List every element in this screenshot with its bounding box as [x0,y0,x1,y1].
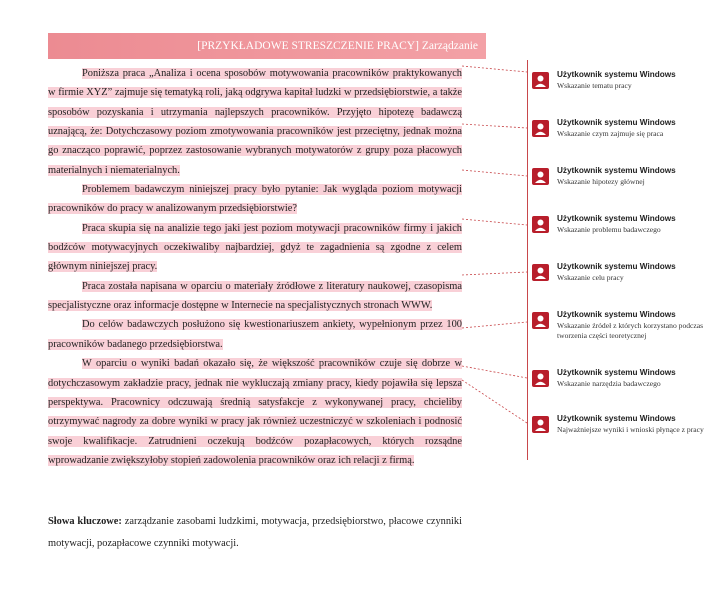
comments-pane [527,60,722,460]
connector-line [462,272,527,275]
comment[interactable] [532,114,722,144]
comment-author: Użytkownik systemu Windows [557,262,676,271]
comment-text: Wskazanie narzędzia badawczego [557,379,661,388]
header-title: [PRZYKŁADOWE STRESZCZENIE PRACY] Zarządzanie [197,40,478,52]
paragraph-problem[interactable] [48,180,462,219]
paragraph-text: W oparciu o wyniki badań okazało się, że większość pracowników czuje się dobrze w dotychczasowym zakładzie pracy, jednak nie wykluczają zmiany pracy, kiedy pojawiła się lepsza perspektywa. Pracownicy odczuwają średnią satysfakcje z wykonywanej pracy, chcieliby otrzymywać nagrody za dobre wyniki w pracy jak również uczestniczyć w szkoleniach i podnosić swoje kwalifikacje. Zatrudnieni oczekują bodźców pozapłacowych, których rozsądne wprowadzanie zwiększyłoby stopień zadowolenia pracowników oraz ich relacji z firmą. [48,358,462,466]
comment-author: Użytkownik systemu Windows [557,214,676,223]
connector-line [462,124,527,128]
paragraph-text: Poniższa praca „Analiza i ocena sposobów motywowania pracowników praktykowanych w firmie XYZ” zajmuje się tematyką roli, jaką odgrywa kapitał ludzki w przedsiębiorstwie, a także sposobów pozyskania i utrzymania najlepszych pracowników. Przyjęto hipotezę badawczą uznającą, że: Dotychczasowy poziom zmotywowania pracowników jest przeciętny, jednak można go znacząco poprawić, poprzez zastosowanie wybranych motywatorów z grupy poza płacowych materialnych i niematerialnych. [48,68,462,176]
paragraph-results[interactable] [48,354,462,470]
paragraph-goal[interactable] [48,219,462,277]
user-avatar-icon [532,216,549,233]
paragraph-text: Problemem badawczym niniejszej pracy było pytanie: Jak wygląda poziom motywacji pracowników do pracy w analizowanym przedsiębiorstwie? [48,184,462,215]
comment-text: Najważniejsze wyniki i wnioski płynące z pracy [557,425,704,434]
comment-text: Wskazanie tematu pracy [557,81,632,90]
comment-author: Użytkownik systemu Windows [557,118,676,127]
keywords-label: Słowa kluczowe: [48,516,122,527]
paragraph-sources[interactable] [48,277,462,316]
keywords-paragraph[interactable] [48,511,462,555]
paragraph-text: Praca skupia się na analizie tego jaki jest poziom motywacji pracowników firmy i jakich bodźców motywacyjnych oczekiwaliby najbardziej, gdyż te zagadnienia są zgodne z celem głównym niniejszej pracy. [48,222,462,273]
user-avatar-icon [532,72,549,89]
comment[interactable] [532,210,722,240]
user-avatar-icon [532,312,549,329]
user-avatar-icon [532,416,549,433]
user-avatar-icon [532,120,549,137]
comment[interactable] [532,306,722,346]
connector-line [462,66,527,72]
comment-author: Użytkownik systemu Windows [557,310,676,319]
connector-line [462,170,527,176]
connector-line [462,219,527,225]
comment-author: Użytkownik systemu Windows [557,166,676,175]
document-body[interactable] [48,64,462,470]
comment-text: Wskazanie czym zajmuje się praca [557,129,664,138]
comment-text: Wskazanie hipotezy głównej [557,177,645,186]
paragraph-text: Praca została napisana w oparciu o materiały źródłowe z literatury naukowej, czasopisma specjalistyczne oraz informacje dostępne w Internecie na specjalistycznych stronach WWW. [48,280,462,312]
comment-text: Wskazanie celu pracy [557,273,624,282]
connector-line [462,322,527,328]
keywords-text: zarządzanie zasobami ludzkimi, motywacja, przedsiębiorstwo, płacowe czynniki motywacji, pozapłacowe czynniki motywacji. [48,516,463,549]
paragraph-text: Do celów badawczych posłużono się kwestionariuszem ankiety, wypełnionym przez 100 pracowników badanego przedsiębiorstwa. [48,319,462,350]
comment[interactable] [532,410,722,440]
user-avatar-icon [532,168,549,185]
comment[interactable] [532,258,722,288]
comment[interactable] [532,162,722,192]
comment-text: Wskazanie źródeł z których korzystano podczas tworzenia części teoretycznej [557,321,704,340]
comment-author: Użytkownik systemu Windows [557,414,676,423]
comment[interactable] [532,364,722,394]
comment-text: Wskazanie problemu badawczego [557,225,661,234]
comment-author: Użytkownik systemu Windows [557,70,676,79]
comment-author: Użytkownik systemu Windows [557,368,676,377]
comment[interactable] [532,66,722,96]
paragraph-topic[interactable] [48,64,462,180]
user-avatar-icon [532,370,549,387]
paragraph-method[interactable] [48,315,462,354]
user-avatar-icon [532,264,549,281]
page-header [48,33,486,59]
connector-line [462,366,527,378]
connector-line [462,380,527,423]
